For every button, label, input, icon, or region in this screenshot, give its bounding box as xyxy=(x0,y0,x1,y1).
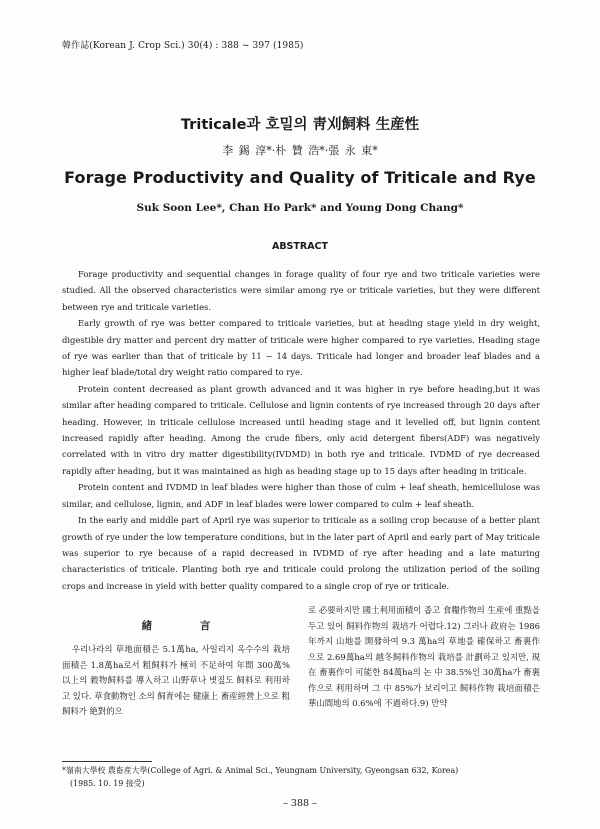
korean-authors: 李 錫 淳*·朴 贊 浩*·張 永 東* xyxy=(222,144,378,157)
introduction-left-column xyxy=(62,618,290,720)
abstract-paragraph: Protein content decreased as plant growth advanced and it was higher in rye before heading,but it was similar after heading compared to triticale. Cellulose and lignin contents of rye increased through 20 days after heading. However, in triticale cellulose increased until heading stage and it levelled off, but lignin content increased rapidly after heading. Among the crude fibers, only acid detergent fibers(ADF) was negatively correlated with in vitro dry matter digestibility(IVDMD) in both rye and triticale. IVDMD of rye decreased rapidly after heading, but it was maintained as high as heading stage up to 15 days after heading in triticale. xyxy=(62,383,540,476)
introduction-right-column xyxy=(308,603,540,712)
introduction-left-text: 우리나라의 草地面積은 5.1萬ha, 사일리지 옥수수의 栽培面積은 1.8萬ha로서 粗飼料가 極히 不足하여 年間 300萬% 以上의 穀物飼料를 導入하고 山野草나 볏짚도 飼料로 利用하고 있다. 草食動物인 소의 飼育에는 健康上 畜産經營上으로 粗飼料가 絶對的으 xyxy=(62,644,290,716)
footnote-received-date: (1985. 10. 19 接受) xyxy=(70,778,145,788)
korean-title: Triticale과 호밀의 靑刈飼料 生産性 xyxy=(180,117,420,133)
footnote-divider xyxy=(62,761,152,762)
page-number: – 388 – xyxy=(283,798,317,809)
abstract-paragraph: Protein content and IVDMD in leaf blades were higher than those of culm + leaf sheath, hemicellulose was similar, and cellulose, lignin, and ADF in leaf blades were lower compared to culm + leaf sheath. xyxy=(62,482,540,509)
abstract-heading: ABSTRACT xyxy=(271,241,329,252)
introduction-heading: 緒 言 xyxy=(141,620,233,632)
abstract-body xyxy=(62,266,540,594)
english-title: Forage Productivity and Quality of Triticale and Rye xyxy=(64,168,536,187)
abstract-paragraph: In the early and middle part of April rye was superior to triticale as a soiling crop because of a better plant growth of rye under the low temperature conditions, but in the later part of April and early part of May triticale was superior to rye because of a rapid decreased in IVDMD of rye after heading and a late maturing characteristics of triticale. Planting both rye and triticale could prolong the utilization period of the soiling crops and increase in yield with better quality compared to a single crop of rye or triticale. xyxy=(62,515,540,591)
footnote-affiliation: *嶺南大學校 農畜産大學(College of Agri. & Animal Sci., Yeungnam University, Gyeongsan 632, Korea) xyxy=(62,766,459,775)
introduction-right-text: 로 必要하지만 國土利用面積이 좁고 食糧作物의 生産에 重點을 두고 있어 飼料作物의 栽培가 어렵다.12) 그러나 政府는 1986年까지 山地를 開發하여 9.3 萬ha의 草地를 確保하고 畜裏作으로 2.69萬ha의 越冬飼料作物의 栽培를 計劃하고 있지만, 現在 畜裏作이 可能한 84萬ha의 논 中 38.5%인 30萬ha가 畜裏作으로 利用하며 그 中 85%가 보리이고 飼料作物 栽培面積은 華山間地의 0.6%에 不過하다.9) 만약 xyxy=(308,605,540,708)
english-authors: Suk Soon Lee*, Chan Ho Park* and Young Dong Chang* xyxy=(136,202,464,214)
abstract-paragraph: Early growth of rye was better compared to triticale varieties, but at heading stage yield in dry weight, digestible dry matter and percent dry matter of triticale were higher compared to rye varieties. Heading stage of rye was earlier than that of triticale by 11 ~ 14 days. Triticale had longer and broader leaf blades and a higher leaf blade/total dry weight ratio compared to rye. xyxy=(62,318,540,378)
journal-citation: 韓作誌(Korean J. Crop Sci.) 30(4) : 388 ~ 397 (1985) xyxy=(62,41,304,51)
abstract-paragraph: Forage productivity and sequential changes in forage quality of four rye and two triticale varieties were studied. All the observed characteristics were similar among rye or triticale varieties, but they were different between rye and triticale varieties. xyxy=(62,269,540,312)
footnote xyxy=(62,765,540,790)
